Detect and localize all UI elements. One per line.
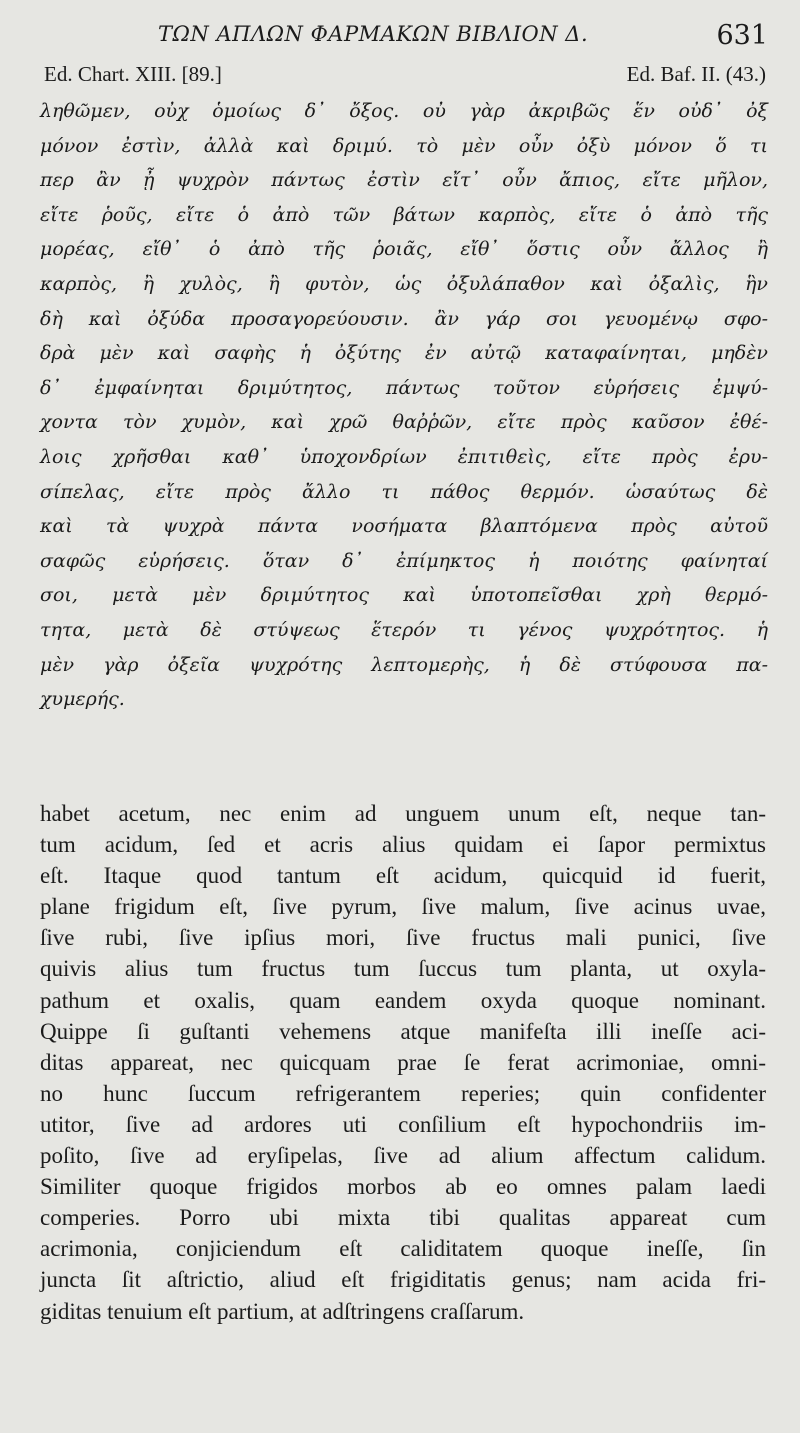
edition-basel-reference: Ed. Baf. II. (43.) [626,62,766,86]
latin-text-line: Quippe ſi guſtanti vehemens atque manifeſta illi ineſſe aci- [40,1018,766,1044]
latin-text-line: utitor, ſive ad ardores uti conſilium eſt hypochondriis im- [40,1111,766,1137]
greek-text-line: ληθῶμεν, οὐχ ὁμοίως δ᾽ ὄξος. οὐ γὰρ ἀκριβῶς ἕν οὐδ᾽ ὀξ [40,100,768,122]
greek-text-line: μορέας, εἴθ᾽ ὁ ἀπὸ τῆς ῥοιᾶς, εἴθ᾽ ὅστις οὖν ἄλλος ἢ [40,238,768,261]
greek-text-block [40,94,768,717]
greek-text-line: περ ἂν ᾖ ψυχρὸν πάντως ἐστὶν εἴτ᾽ οὖν ἄπιος, εἴτε μῆλον, [40,169,768,192]
page-number: 631 [716,20,768,51]
greek-text-line: δ᾽ ἐμφαίνηται δριμύτητος, πάντως τοῦτον εὑρήσεις ἐμψύ- [40,376,768,399]
latin-text-line: habet acetum, nec enim ad unguem unum eſt, neque tan- [40,801,766,826]
edition-chart-reference: Ed. Chart. XIII. [89.] [44,62,222,86]
greek-text-line: καὶ τὰ ψυχρὰ πάντα νοσήματα βλαπτόμενα πρὸς αὐτοῦ [40,515,768,538]
greek-text-line: χοντα τὸν χυμὸν, καὶ χρῶ θαῤῥῶν, εἴτε πρὸς καῦσον ἐθέ- [40,411,768,434]
greek-text-line: χυμερής. [40,688,125,711]
latin-text-line: ditas appareat, nec quicquam prae ſe ferat acrimoniae, omni- [40,1049,766,1075]
latin-text-line: comperies. Porro ubi mixta tibi qualitas appareat cum [40,1205,766,1231]
latin-text-line: eſt. Itaque quod tantum eſt acidum, quicquid id fuerit, [40,863,766,889]
latin-text-line: tum acidum, ſed et acris alius quidam ei ſapor permixtus [40,832,766,858]
greek-text-line: εἴτε ῥοῦς, εἴτε ὁ ἀπὸ τῶν βάτων καρπὸς, εἴτε ὁ ἀπὸ τῆς [40,203,768,226]
running-title: ΤΩΝ ΑΠΛΩΝ ΦΑΡΜΑΚΩΝ ΒΙΒΛΙΟΝ Δ. [158,22,589,46]
running-head [0,22,800,62]
latin-text-line: no hunc ſuccum refrigerantem reperies; quin confidenter [40,1080,766,1106]
greek-text-line: μόνον ἐστὶν, ἀλλὰ καὶ δριμύ. τὸ μὲν οὖν ὀξὺ μόνον ὅ τι [40,134,768,157]
greek-text-line: καρπὸς, ἢ χυλὸς, ἢ φυτὸν, ὡς ὀξυλάπαθον καὶ ὀξαλὶς, ἣν [40,272,768,295]
latin-text-line: poſito, ſive ad eryſipelas, ſive ad alium affectum calidum. [40,1143,766,1169]
latin-text-line: giditas tenuium eſt partium, at adſtringens craſſarum. [40,1298,525,1324]
latin-text-line: plane frigidum eſt, ſive pyrum, ſive malum, ſive acinus uvae, [40,894,766,920]
latin-text-line: juncta ſit aſtrictio, aliud eſt frigiditatis genus; nam acida fri- [40,1267,766,1293]
latin-text-line: ſive rubi, ſive ipſius mori, ſive fructus mali punici, ſive [40,925,766,951]
greek-text-line: σοι, μετὰ μὲν δριμύτητος καὶ ὑποτοπεῖσθαι χρὴ θερμό- [40,584,768,607]
latin-text-line: pathum et oxalis, quam eandem oxyda quoque nominant. [40,987,766,1013]
latin-text-line: quivis alius tum fructus tum ſuccus tum planta, ut oxyla- [40,956,766,982]
greek-text-line: μὲν γὰρ ὀξεῖα ψυχρότης λεπτομερὴς, ἡ δὲ στύφουσα πα- [40,653,768,676]
greek-text-line: δὴ καὶ ὀξύδα προσαγορεύουσιν. ἂν γάρ σοι γευομένῳ σφο- [40,307,768,330]
latin-text-line: Similiter quoque frigidos morbos ab eo omnes palam laedi [40,1174,766,1200]
greek-text-line: δρὰ μὲν καὶ σαφὴς ἡ ὀξύτης ἐν αὐτῷ καταφαίνηται, μηδὲν [40,342,768,365]
latin-text-line: acrimonia, conjiciendum eſt caliditatem quoque ineſſe, ſin [40,1236,766,1262]
latin-text-block [40,798,766,1327]
greek-text-line: τητα, μετὰ δὲ στύψεως ἕτερόν τι γένος ψυχρότητος. ἡ [40,618,768,641]
greek-text-line: λοις χρῆσθαι καθ᾽ ὑποχονδρίων ἐπιτιθεὶς, εἴτε πρὸς ἐρυ- [40,445,768,468]
greek-text-line: σαφῶς εὑρήσεις. ὅταν δ᾽ ἐπίμηκτος ἡ ποιότης φαίνηταί [40,549,768,572]
edition-reference-line [44,62,766,92]
greek-text-line: σίπελας, εἴτε πρὸς ἄλλο τι πάθος θερμόν. ὡσαύτως δὲ [40,480,768,503]
